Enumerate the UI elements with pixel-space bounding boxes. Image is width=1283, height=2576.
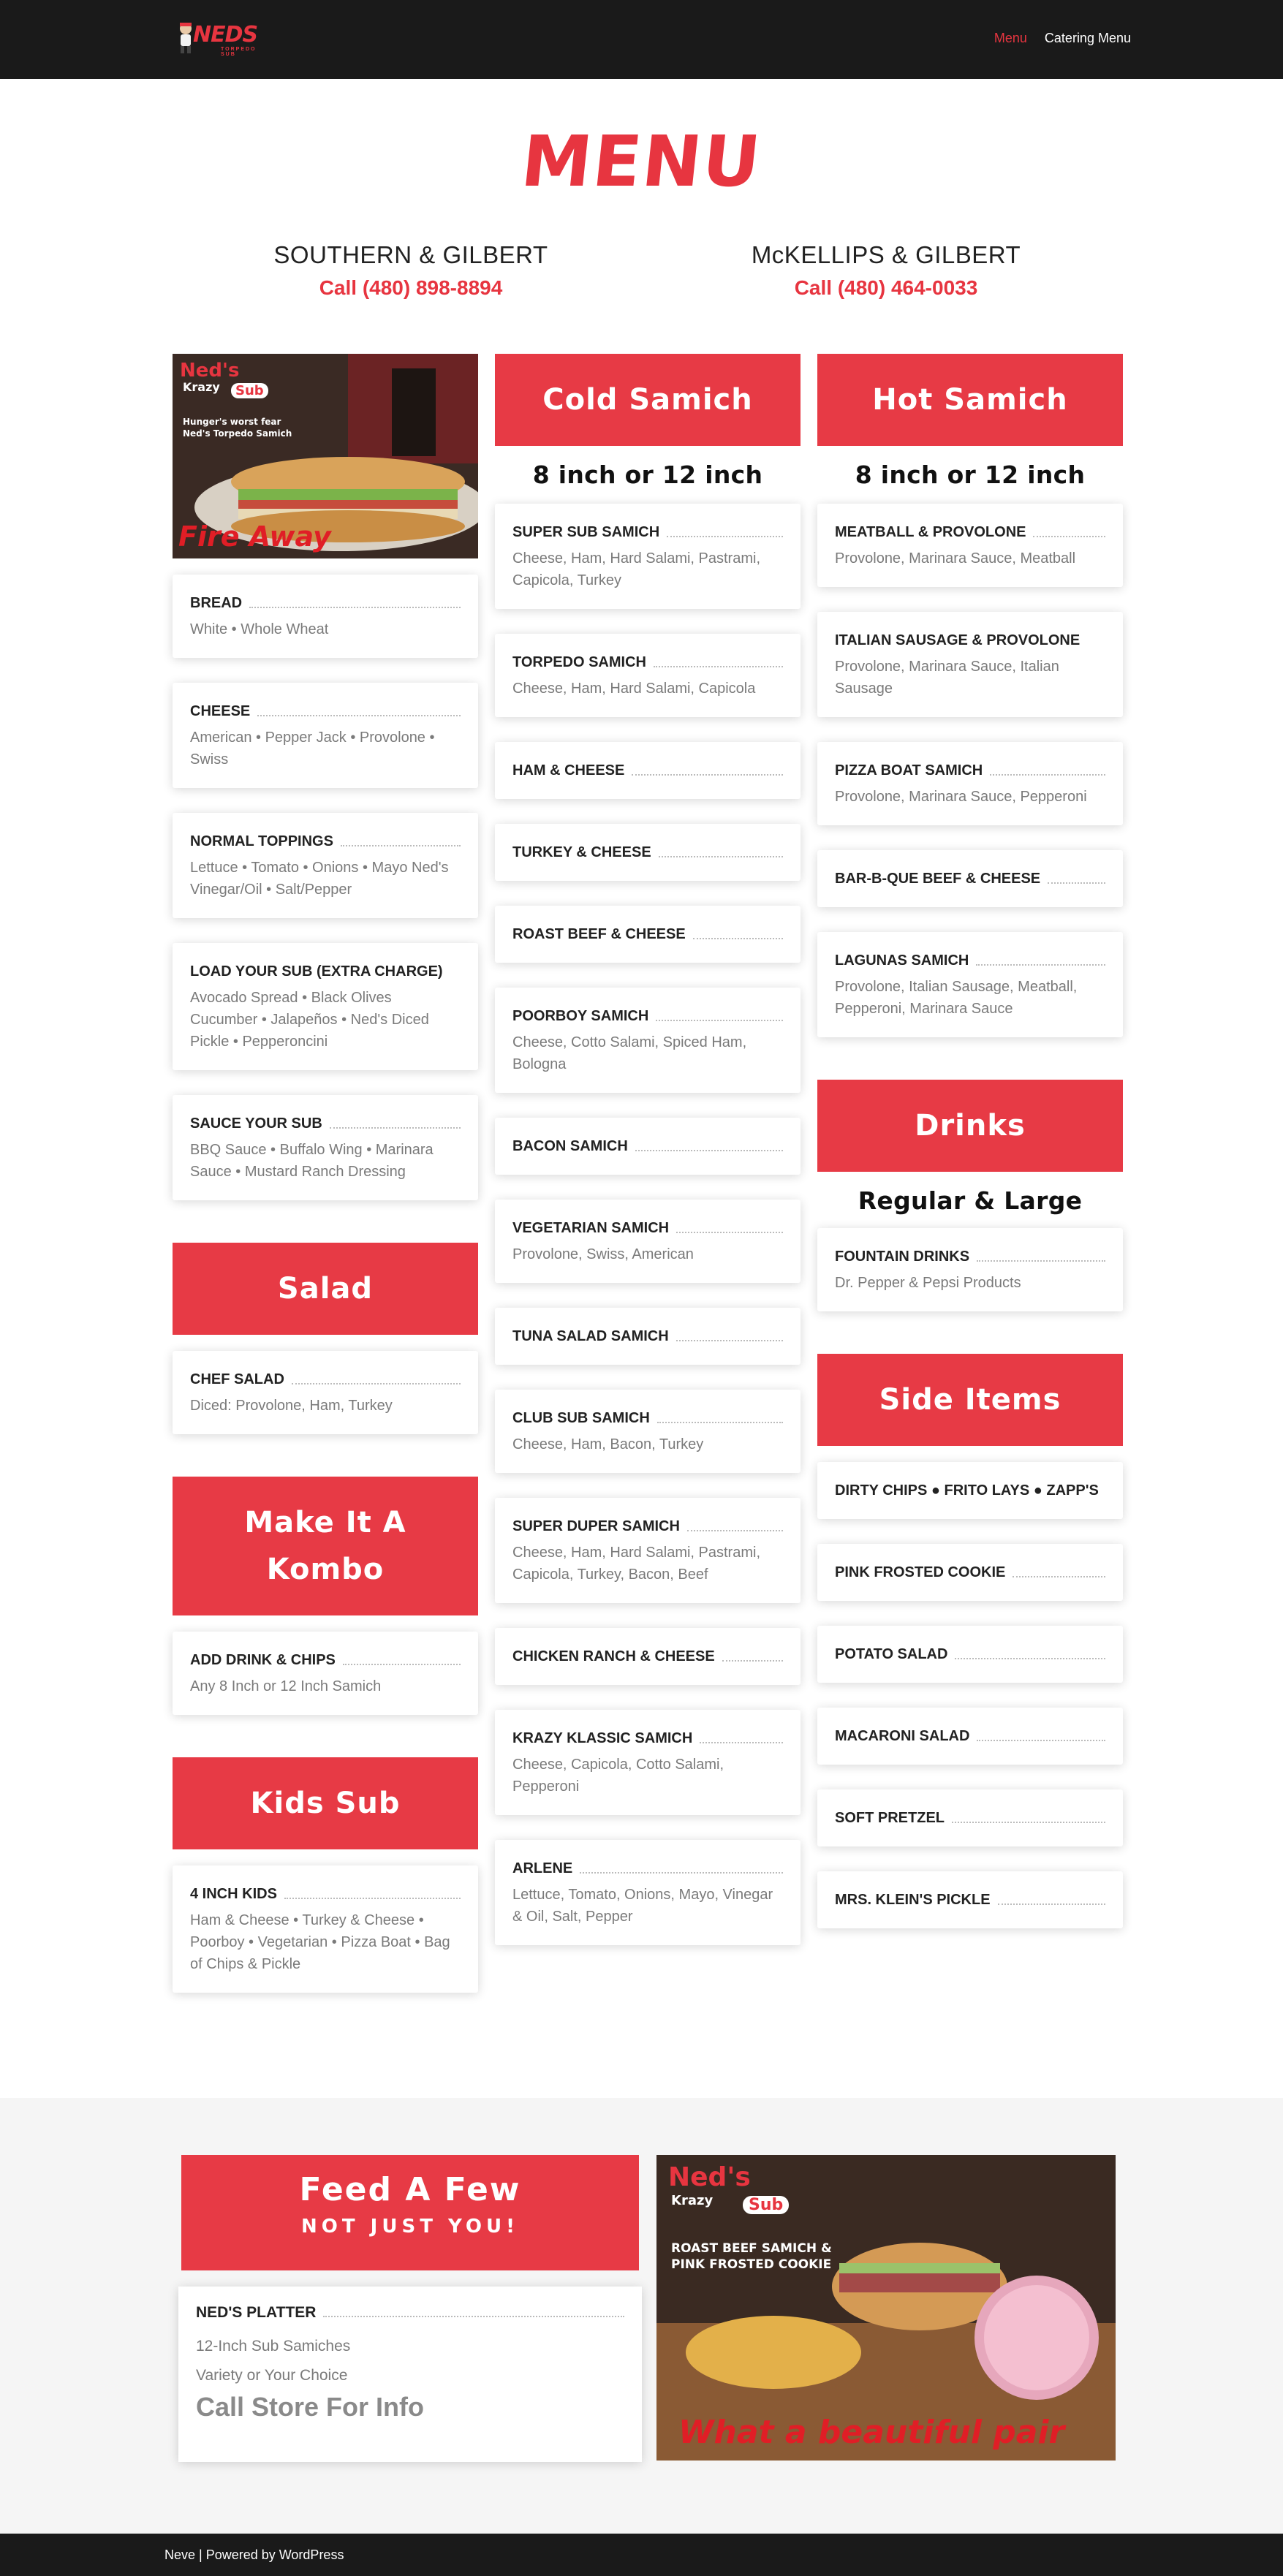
cold-samich-list bbox=[495, 504, 801, 1945]
photo-tagline2: Ned's Torpedo Samich bbox=[183, 428, 292, 439]
dotted-leader bbox=[657, 1422, 783, 1423]
menu-item-title: ADD DRINK & CHIPS bbox=[190, 1652, 336, 1668]
feed-banner-title: Feed A Few bbox=[299, 2171, 521, 2208]
menu-item-title: MEATBALL & PROVOLONE bbox=[835, 524, 1026, 540]
dotted-leader bbox=[990, 774, 1105, 776]
page-title: MENU bbox=[517, 121, 766, 202]
menu-item-desc: Lettuce, Tomato, Onions, Mayo, Vinegar & Oil, Salt, Pepper bbox=[512, 1887, 773, 1925]
menu-item-desc: White • Whole Wheat bbox=[190, 621, 329, 637]
dotted-leader bbox=[676, 1232, 783, 1233]
menu-item-card bbox=[817, 504, 1123, 587]
location-name: SOUTHERN & GILBERT bbox=[273, 241, 548, 268]
menu-item-title: SUPER SUB SAMICH bbox=[512, 524, 660, 540]
platter-line: Variety or Your Choice bbox=[196, 2367, 348, 2384]
side-items-list bbox=[817, 1462, 1123, 1928]
menu-item-card bbox=[817, 1462, 1123, 1519]
menu-item-desc: Avocado Spread • Black Olives Cucumber • Jalapeños • Ned's Diced Pickle • Pepperoncini bbox=[190, 990, 429, 1050]
site-footer bbox=[0, 2534, 1283, 2576]
photo-brand3: Sub bbox=[743, 2196, 789, 2214]
dotted-leader bbox=[977, 1260, 1105, 1262]
dotted-leader bbox=[667, 536, 783, 537]
menu-item-title: CLUB SUB SAMICH bbox=[512, 1410, 650, 1426]
menu-item-card bbox=[817, 1626, 1123, 1683]
photo-tagline1: Hunger's worst fear bbox=[183, 417, 281, 427]
dotted-leader bbox=[635, 1150, 783, 1151]
dotted-leader bbox=[1033, 536, 1105, 537]
menu-item-desc: Dr. Pepper & Pepsi Products bbox=[835, 1275, 1021, 1291]
menu-item-title: HAM & CHEESE bbox=[512, 762, 625, 779]
drinks-banner: Drinks bbox=[817, 1080, 1123, 1172]
menu-item-card bbox=[173, 683, 478, 788]
menu-item-title: NORMAL TOPPINGS bbox=[190, 833, 333, 849]
menu-item-desc: Cheese, Ham, Hard Salami, Capicola bbox=[512, 681, 756, 697]
menu-item-desc: Lettuce • Tomato • Onions • Mayo Ned's Vinegar/Oil • Salt/Pepper bbox=[190, 860, 449, 898]
kids-sub-banner: Kids Sub bbox=[173, 1757, 478, 1849]
nav-catering-menu-link[interactable]: Catering Menu bbox=[1044, 31, 1131, 45]
dotted-leader bbox=[700, 1742, 783, 1743]
menu-item-title: LAGUNAS SAMICH bbox=[835, 952, 969, 969]
logo-subtext: TORPEDO SUB bbox=[221, 47, 257, 57]
menu-item-title: TURKEY & CHEESE bbox=[512, 844, 651, 860]
menu-item-card bbox=[817, 1871, 1123, 1928]
location-phone[interactable]: Call (480) 898-8894 bbox=[319, 276, 503, 299]
menu-item-title: VEGETARIAN SAMICH bbox=[512, 1220, 670, 1236]
menu-item-title: LOAD YOUR SUB (EXTRA CHARGE) bbox=[190, 963, 443, 980]
location-name: McKELLIPS & GILBERT bbox=[751, 241, 1021, 268]
dotted-leader bbox=[292, 1383, 461, 1384]
photo-brand2: Krazy bbox=[183, 380, 220, 394]
dotted-leader bbox=[632, 774, 783, 776]
menu-item-card bbox=[817, 1228, 1123, 1311]
menu-item-desc: Cheese, Capicola, Cotto Salami, Pepperoni bbox=[512, 1757, 724, 1795]
menu-item-title: 4 INCH KIDS bbox=[190, 1886, 277, 1902]
menu-item-title: PINK FROSTED COOKIE bbox=[835, 1564, 1006, 1580]
footer-credit[interactable]: Neve | Powered by WordPress bbox=[164, 2547, 344, 2562]
cold-samich-banner: Cold Samich bbox=[495, 354, 801, 446]
menu-item-title: ITALIAN SAUSAGE & PROVOLONE bbox=[835, 632, 1080, 648]
menu-item-title: BREAD bbox=[190, 595, 243, 611]
menu-item-title: CHICKEN RANCH & CHEESE bbox=[512, 1648, 715, 1664]
site-header bbox=[0, 0, 1283, 79]
menu-item-title: SAUCE YOUR SUB bbox=[190, 1115, 322, 1132]
dotted-leader bbox=[656, 1020, 783, 1021]
menu-column-middle bbox=[495, 354, 801, 1945]
menu-item-card bbox=[495, 1840, 801, 1945]
menu-item-card bbox=[173, 1865, 478, 1993]
menu-item-desc: Provolone, Italian Sausage, Meatball, Pepperoni, Marinara Sauce bbox=[835, 979, 1078, 1017]
menu-item-card bbox=[817, 1708, 1123, 1765]
menu-item-card bbox=[495, 1118, 801, 1175]
photo-brand3: Sub bbox=[231, 383, 268, 398]
kombo-banner: Make It A Kombo bbox=[173, 1477, 478, 1615]
dotted-leader bbox=[249, 607, 461, 608]
dotted-leader bbox=[1048, 882, 1105, 884]
location-mckellips-gilbert bbox=[703, 241, 1069, 300]
dotted-leader bbox=[998, 1903, 1105, 1905]
location-phone[interactable]: Call (480) 464-0033 bbox=[794, 276, 978, 299]
dotted-leader bbox=[976, 964, 1105, 966]
menu-item-card bbox=[817, 742, 1123, 825]
menu-item-card bbox=[173, 1632, 478, 1715]
menu-item-desc: Provolone, Swiss, American bbox=[512, 1246, 694, 1262]
menu-item-title: CHEF SALAD bbox=[190, 1371, 284, 1387]
menu-item-card bbox=[817, 850, 1123, 907]
menu-item-title: SOFT PRETZEL bbox=[835, 1810, 945, 1826]
logo-text: NEDS bbox=[193, 22, 258, 48]
dotted-leader bbox=[977, 1740, 1105, 1741]
dotted-leader bbox=[687, 1530, 783, 1531]
platter-card bbox=[178, 2287, 642, 2462]
menu-item-title: CHEESE bbox=[190, 703, 251, 719]
menu-item-card bbox=[495, 504, 801, 609]
feed-a-few-banner bbox=[181, 2155, 639, 2270]
site-logo[interactable] bbox=[175, 20, 256, 57]
menu-item-title: MRS. KLEIN'S PICKLE bbox=[835, 1892, 991, 1908]
menu-item-card bbox=[495, 1390, 801, 1473]
photo-brand: Ned's bbox=[668, 2162, 751, 2192]
menu-item-card bbox=[173, 1095, 478, 1200]
menu-item-card bbox=[495, 1308, 801, 1365]
menu-item-card bbox=[495, 1710, 801, 1815]
dotted-leader bbox=[693, 938, 783, 939]
menu-item-card bbox=[495, 1200, 801, 1283]
menu-item-card bbox=[817, 612, 1123, 717]
dotted-leader bbox=[323, 2316, 624, 2317]
menu-item-title: SUPER DUPER SAMICH bbox=[512, 1518, 680, 1534]
menu-item-desc: Cheese, Ham, Hard Salami, Pastrami, Capicola, Turkey bbox=[512, 550, 761, 588]
menu-item-card bbox=[817, 1544, 1123, 1601]
dotted-leader bbox=[952, 1822, 1105, 1823]
menu-item-card bbox=[173, 575, 478, 658]
menu-item-card bbox=[495, 742, 801, 799]
menu-item-card bbox=[495, 824, 801, 881]
menu-item-desc: American • Pepper Jack • Provolone • Swiss bbox=[190, 730, 435, 768]
platter-line: 12-Inch Sub Samiches bbox=[196, 2338, 351, 2355]
dotted-leader bbox=[654, 666, 783, 667]
dotted-leader bbox=[343, 1664, 461, 1665]
menu-item-desc: BBQ Sauce • Buffalo Wing • Marinara Sauce • Mustard Ranch Dressing bbox=[190, 1142, 434, 1180]
dotted-leader bbox=[659, 856, 783, 857]
hot-samich-list bbox=[817, 504, 1123, 1037]
menu-item-desc: Provolone, Marinara Sauce, Meatball bbox=[835, 550, 1076, 567]
menu-item-card bbox=[173, 943, 478, 1070]
menu-item-card bbox=[173, 1351, 478, 1434]
dotted-leader bbox=[1013, 1576, 1105, 1577]
menu-item-card bbox=[817, 932, 1123, 1037]
hot-samich-subhead: 8 inch or 12 inch bbox=[855, 461, 1086, 489]
menu-item-desc: Provolone, Marinara Sauce, Pepperoni bbox=[835, 789, 1087, 805]
menu-item-desc: Ham & Cheese • Turkey & Cheese • Poorboy • Vegetarian • Pizza Boat • Bag of Chips & Pickle bbox=[190, 1912, 450, 1972]
main-nav bbox=[994, 31, 1131, 46]
menu-item-card bbox=[817, 1789, 1123, 1846]
menu-item-title: POTATO SALAD bbox=[835, 1646, 948, 1662]
menu-item-title: DIRTY CHIPS ● FRITO LAYS ● ZAPP'S bbox=[835, 1482, 1099, 1499]
dotted-leader bbox=[341, 845, 461, 846]
menu-item-title: BAR-B-QUE BEEF & CHEESE bbox=[835, 871, 1041, 887]
menu-item-card bbox=[495, 634, 801, 717]
photo-brand: Ned's bbox=[180, 360, 240, 382]
side-items-banner: Side Items bbox=[817, 1354, 1123, 1446]
menu-item-card bbox=[495, 906, 801, 963]
location-southern-gilbert bbox=[228, 241, 594, 300]
dotted-leader bbox=[676, 1340, 783, 1341]
menu-item-title: TUNA SALAD SAMICH bbox=[512, 1328, 669, 1344]
dotted-leader bbox=[257, 715, 461, 716]
menu-item-title: POORBOY SAMICH bbox=[512, 1008, 649, 1024]
menu-item-desc: Cheese, Ham, Bacon, Turkey bbox=[512, 1436, 704, 1452]
nav-menu-link[interactable]: Menu bbox=[994, 31, 1027, 45]
salad-banner: Salad bbox=[173, 1243, 478, 1335]
photo-caption: Fire Away bbox=[178, 520, 331, 553]
beautiful-pair-photo bbox=[656, 2155, 1116, 2461]
menu-item-title: ROAST BEEF & CHEESE bbox=[512, 926, 686, 942]
hot-samich-banner: Hot Samich bbox=[817, 354, 1123, 446]
photo-tagline2: PINK FROSTED COOKIE bbox=[671, 2257, 832, 2272]
cold-samich-subhead: 8 inch or 12 inch bbox=[532, 461, 763, 489]
menu-item-title: MACARONI SALAD bbox=[835, 1728, 970, 1744]
menu-column-left bbox=[173, 354, 478, 1993]
platter-call-text: Call Store For Info bbox=[196, 2392, 425, 2422]
dotted-leader bbox=[284, 1898, 461, 1899]
menu-item-title: PIZZA BOAT SAMICH bbox=[835, 762, 983, 779]
photo-tagline1: ROAST BEEF SAMICH & bbox=[671, 2241, 832, 2256]
menu-item-card bbox=[495, 1498, 801, 1603]
menu-item-title: ARLENE bbox=[512, 1860, 573, 1876]
photo-brand2: Krazy bbox=[671, 2193, 714, 2208]
dotted-leader bbox=[722, 1660, 783, 1662]
menu-item-title: NED'S PLATTER bbox=[196, 2304, 317, 2321]
menu-item-title: FOUNTAIN DRINKS bbox=[835, 1249, 970, 1265]
feed-a-few-section bbox=[0, 2098, 1283, 2534]
drinks-subhead: Regular & Large bbox=[858, 1186, 1083, 1215]
menu-item-desc: Cheese, Cotto Salami, Spiced Ham, Bologna bbox=[512, 1034, 747, 1072]
menu-item-title: BACON SAMICH bbox=[512, 1138, 628, 1154]
hero-sandwich-photo bbox=[173, 354, 478, 558]
dotted-leader bbox=[330, 1127, 461, 1129]
menu-item-desc: Provolone, Marinara Sauce, Italian Sausage bbox=[835, 659, 1059, 697]
dotted-leader bbox=[580, 1872, 783, 1874]
feed-banner-subtitle: NOT JUST YOU! bbox=[301, 2216, 519, 2238]
menu-item-title: TORPEDO SAMICH bbox=[512, 654, 646, 670]
menu-column-right bbox=[817, 354, 1123, 1928]
menu-item-desc: Cheese, Ham, Hard Salami, Pastrami, Capicola, Turkey, Bacon, Beef bbox=[512, 1545, 761, 1583]
menu-item-title: KRAZY KLASSIC SAMICH bbox=[512, 1730, 693, 1746]
menu-item-card bbox=[495, 1628, 801, 1685]
menu-item-card bbox=[173, 813, 478, 918]
dotted-leader bbox=[955, 1658, 1105, 1659]
photo-caption: What a beautiful pair bbox=[678, 2414, 1065, 2451]
menu-item-desc: Diced: Provolone, Ham, Turkey bbox=[190, 1398, 393, 1414]
menu-item-desc: Any 8 Inch or 12 Inch Samich bbox=[190, 1678, 382, 1694]
menu-item-card bbox=[495, 988, 801, 1093]
